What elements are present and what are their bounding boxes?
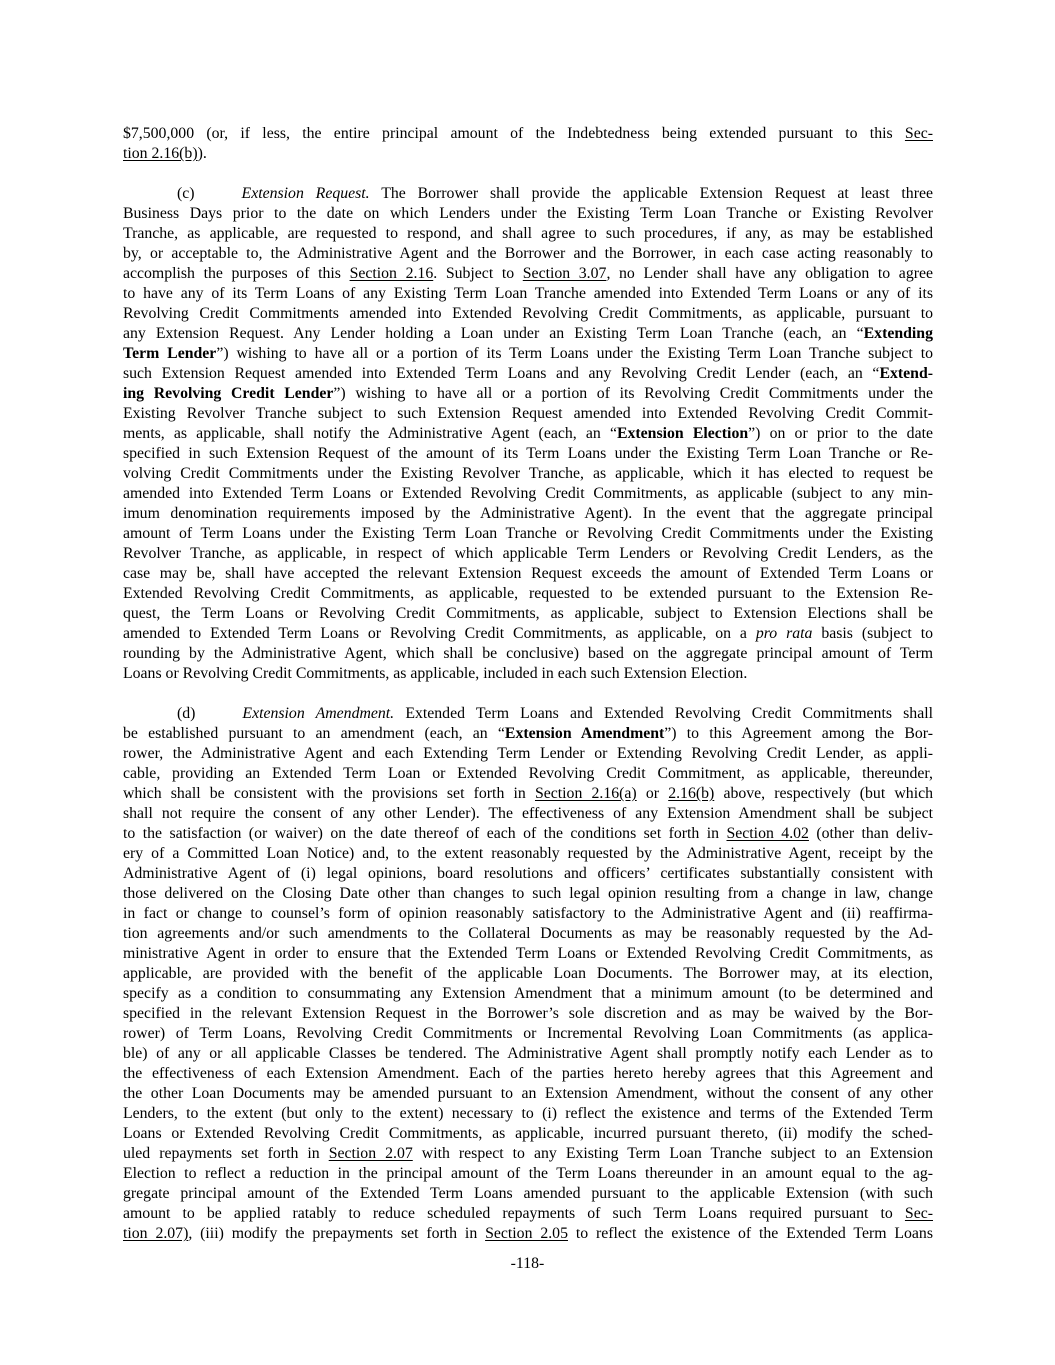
text-line [123,944,933,964]
text-run: rower, the Administrative Agent and each Extending Term Lender or Extending Revolving Credit Lender, as appli- [123,745,933,762]
text-run: basis (subject to [812,625,933,642]
text-run: $7,500,000 (or, if less, the entire principal amount of the Indebtedness being extended pursuant to this [123,125,905,142]
text-run: specified in the relevant Extension Request in the Borrower’s sole discretion and as may be waived by the Bor- [123,1005,933,1022]
text-run: above, respectively (but which [714,785,933,802]
text-line [123,1204,933,1224]
text-line [123,1144,933,1164]
text-line [123,644,933,664]
section-reference: Section 3.07 [522,265,607,282]
section-reference: Section 2.05 [485,1225,568,1242]
section-reference: Section 2.16(a) [534,785,637,802]
text-run: volving Credit Commitments under the Existing Revolver Tranche, as applicable, which it has elected to request be [123,465,933,482]
text-run: uled repayments set forth in [123,1145,329,1162]
text-line [123,844,933,864]
text-run: which shall be consistent with the provisions set forth in [123,785,535,802]
text-line [123,604,933,624]
text-line [123,1064,933,1084]
text-line [123,1024,933,1044]
text-line [123,524,933,544]
text-line [123,664,933,684]
text-line [123,484,933,504]
text-run: accomplish the purposes of this [123,265,350,282]
page-number: -118- [510,1255,545,1272]
text-line [123,124,933,144]
text-run: The Borrower shall provide the applicable Extension Request at least three [369,185,933,202]
text-line [123,204,933,224]
text-run: (d) [177,705,196,722]
text-run: the other Loan Documents may be amended pursuant to an Extension Amendment, without the consent of any other [123,1085,933,1102]
section-reference: Sec- [904,1205,933,1222]
text-line [123,1044,933,1064]
tab-space [123,197,177,198]
text-line [123,1124,933,1144]
text-line [123,464,933,484]
text-run: Administrative Agent of (i) legal opinions, board resolutions and officers’ certificates substantially consistent with [123,865,933,882]
text-line [123,424,933,444]
text-line [123,704,933,724]
text-run: amount to be applied ratably to reduce scheduled repayments of such Term Loans required pursuant to [123,1205,905,1222]
text-line [123,324,933,344]
text-line [123,304,933,324]
text-line [123,804,933,824]
section-reference: tion 2.07) [123,1225,189,1242]
text-run: to the satisfaction (or waiver) on the date thereof of each of the conditions set forth in [123,825,727,842]
text-run: Loans or Revolving Credit Commitments, as applicable, included in each such Extension Election. [123,665,748,682]
text-line [123,624,933,644]
text-line [123,1004,933,1024]
text-run: Existing Revolver Tranche subject to such Extension Request amended into Extended Revolving Credit Commit- [123,405,933,422]
para-d-extension-amendment [123,704,933,1244]
text-run: rounding by the Administrative Agent, which shall be conclusive) based on the aggregate principal amount of Term [123,645,933,662]
text-line [123,364,933,384]
text-run: gregate principal amount of the Extended Term Loans amended pursuant to the applicable Extension (with such [123,1185,933,1202]
text-line [123,764,933,784]
text-line [123,284,933,304]
text-run: (c) [177,185,195,202]
text-line [123,864,933,884]
text-run: ). [197,145,207,162]
text-line [123,264,933,284]
text-run: such Extension Request amended into Extended Term Loans and any Revolving Credit Lender (each, an “ [123,365,880,382]
text-run: amended to Extended Term Loans or Revolving Credit Commitments, as applicable, on a [123,625,756,642]
text-run: quest, the Term Loans or Revolving Credit Commitments, as applicable, subject to Extension Elections shall be [123,605,933,622]
text-run: ministrative Agent in order to ensure that the Extended Term Loans or Extended Revolving Credit Commitments, as [123,945,933,962]
text-run: (other than deliv- [808,825,933,842]
text-line [123,984,933,1004]
text-run: Extended Revolving Credit Commitments, as applicable, requested to be extended pursuant to the Extension Re- [123,585,933,602]
text-run: ”) wishing to have all or a portion of its Revolving Credit Commitments under the [333,385,933,402]
text-run: amount of Term Loans under the Existing Term Loan Tranche or Revolving Credit Commitments under the Existing [123,525,933,542]
section-reference: Sec- [904,125,933,142]
text-run: to have any of its Term Loans of any Existing Term Loan Tranche amended into Extended Term Loans or any of its [123,285,933,302]
text-run: with respect to any Existing Term Loan Tranche subject to an Extension [412,1145,933,1162]
text-run: , (iii) modify the prepayments set forth in [188,1225,486,1242]
text-run: ing Revolving Credit Lender [123,385,334,402]
text-run: . Subject to [433,265,523,282]
text-run: specified in such Extension Request of the amount of its Term Loans under the Existing Term Loan Tranche or Re- [123,445,933,462]
text-line [123,1104,933,1124]
text-run: tion agreements and/or such amendments to the Collateral Documents as may be reasonably requested by the Ad- [123,925,933,942]
text-run: ”) on or prior to the date [748,425,933,442]
text-run: ble) of any or all applicable Classes be tendered. The Administrative Agent shall promptly notify each Lender as to [123,1045,933,1062]
document-body [123,124,933,1244]
text-run: rower) of Term Loans, Revolving Credit Commitments or Incremental Revolving Loan Commitments (as applica- [123,1025,933,1042]
text-run: case may be, shall have accepted the relevant Extension Request exceeds the amount of Extended Term Loans or [123,565,933,582]
section-reference: Section 2.16 [349,265,434,282]
para-c-extension-request [123,184,933,684]
text-line [123,344,933,364]
text-run: pro rata [755,625,813,642]
text-run: Extend- [879,365,933,382]
text-run: Extending [863,325,933,342]
text-run: Loans or Extended Revolving Credit Commitments, as applicable, incurred pursuant thereto, (ii) modify the sched- [123,1125,933,1142]
text-run: amended into Extended Term Loans or Extended Revolving Credit Commitments, as applicable (subject to any min- [123,485,933,502]
text-run: Revolver Tranche, as applicable, in respect of which applicable Term Lenders or Revolving Credit Lenders, as the [123,545,933,562]
text-line [123,824,933,844]
tab-space [195,717,242,718]
text-run: ”) wishing to have all or a portion of its Term Loans under the Existing Term Loan Tranche subject to [216,345,933,362]
text-run: be established pursuant to an amendment (each, an “ [123,725,505,742]
text-run: or [636,785,669,802]
text-run: Extension Amendment. [242,705,395,722]
para-section-2-16-b-continuation [123,124,933,164]
text-line [123,1164,933,1184]
text-run: ”) to this Agreement among the Bor- [664,725,933,742]
text-line [123,584,933,604]
text-run: by, or acceptable to, the Administrative Agent and the Borrower and the Borrower, in each case acting reasonably to [123,245,933,262]
text-run: ery of a Committed Loan Notice) and, to the extent reasonably requested by the Administrative Agent, receipt by the [123,845,933,862]
text-line [123,964,933,984]
text-run: to reflect the existence of the Extended Term Loans [567,1225,933,1242]
text-run: imum denomination requirements imposed by the Administrative Agent). In the event that the aggregate principal [123,505,933,522]
text-line [123,144,933,164]
text-run: Extension Election [616,425,749,442]
section-reference: tion 2.16(b) [123,145,198,162]
text-line [123,724,933,744]
text-line [123,784,933,804]
text-line [123,744,933,764]
text-line [123,504,933,524]
text-line [123,244,933,264]
text-run: the effectiveness of each Extension Amendment. Each of the parties hereto hereby agrees that this Agreement and [123,1065,933,1082]
section-reference: Section 2.07 [328,1145,413,1162]
text-line [123,544,933,564]
text-line [123,904,933,924]
text-line [123,884,933,904]
text-run: Extension Amendment [504,725,665,742]
text-line [123,924,933,944]
tab-space [123,717,177,718]
text-line [123,384,933,404]
tab-space [195,197,242,198]
text-line [123,184,933,204]
text-run: , no Lender shall have any obligation to agree [606,265,933,282]
text-line [123,1084,933,1104]
text-run: any Extension Request. Any Lender holding a Loan under an Existing Term Loan Tranche (each, an “ [123,325,864,342]
text-run: Tranche, as applicable, are requested to respond, and shall agree to such procedures, if any, as may be established [123,225,933,242]
text-line [123,444,933,464]
text-run: applicable, are provided with the benefit of the applicable Loan Documents. The Borrower may, at its election, [123,965,933,982]
text-run: Lenders, to the extent (but only to the extent) necessary to (i) reflect the existence and terms of the Extended Term [123,1105,933,1122]
text-run: Term Lender [123,345,217,362]
text-run: Extension Request. [241,185,370,202]
section-reference: Section 4.02 [726,825,809,842]
text-run: cable, providing an Extended Term Loan or Extended Revolving Credit Commitment, as applicable, thereunder, [123,765,933,782]
text-run: specify as a condition to consummating any Extension Amendment that a minimum amount (to be determined and [123,985,933,1002]
text-run: those delivered on the Closing Date other than changes to such legal opinion resulting from a change in law, change [123,885,933,902]
text-run: Election to reflect a reduction in the principal amount of the Term Loans thereunder in an amount equal to the ag- [123,1165,933,1182]
text-line [123,224,933,244]
text-line [123,1184,933,1204]
text-line [123,404,933,424]
text-line [123,1224,933,1244]
text-line [123,564,933,584]
section-reference: 2.16(b) [668,785,715,802]
text-run: Business Days prior to the date on which Lenders under the Existing Term Loan Tranche or Existing Revolver [123,205,933,222]
text-run: ments, as applicable, shall notify the Administrative Agent (each, an “ [123,425,617,442]
text-run: in fact or change to counsel’s form of opinion reasonably satisfactory to the Administrative Agent and (ii) reaffirma- [123,905,933,922]
text-run: Revolving Credit Commitments amended into Extended Revolving Credit Commitments, as applicable, pursuant to [123,305,933,322]
text-run: Extended Term Loans and Extended Revolving Credit Commitments shall [394,705,933,722]
text-run: shall not require the consent of any other Lender). The effectiveness of any Extension Amendment shall be subject [123,805,933,822]
